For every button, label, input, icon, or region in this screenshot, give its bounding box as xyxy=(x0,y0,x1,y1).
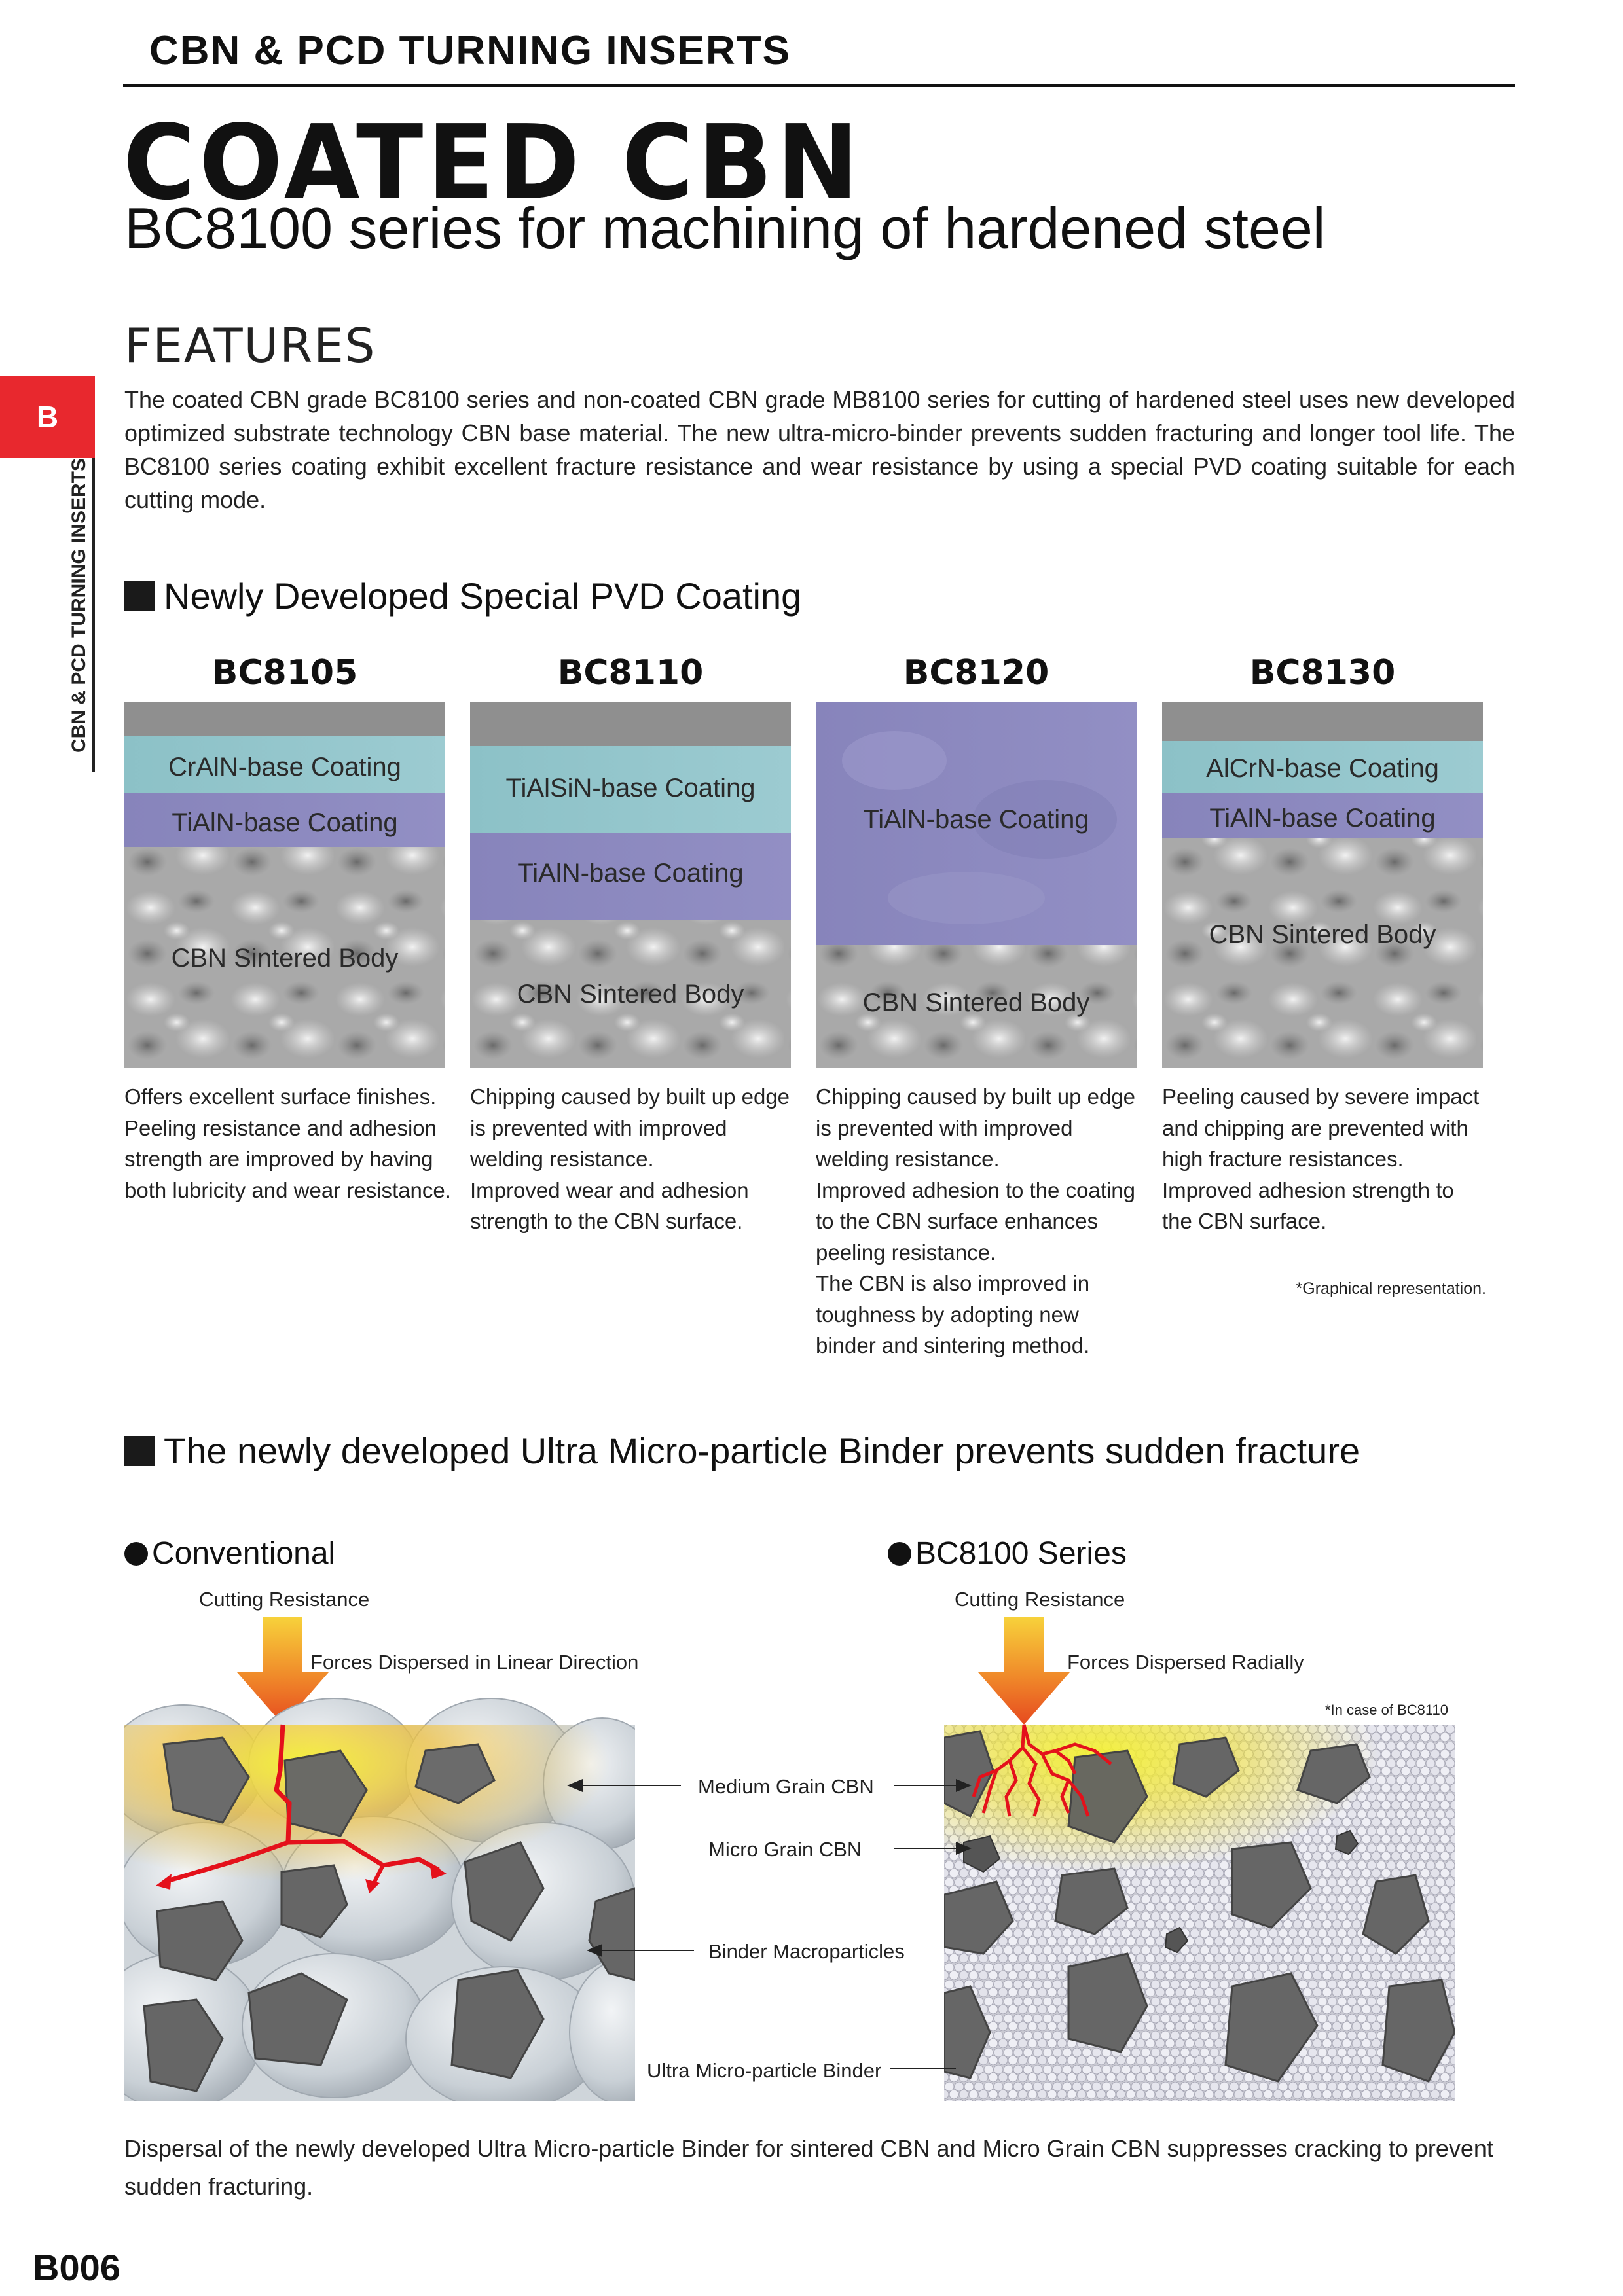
side-section-label: CBN & PCD TURNING INSERTS xyxy=(68,457,90,753)
graphical-note: *Graphical representation. xyxy=(1296,1280,1486,1298)
grade-name-bc8110: BC8110 xyxy=(557,653,704,692)
diagram-caption: Dispersal of the newly developed Ultra Micro-particle Binder for sintered CBN and Micro Grain CBN suppresses cracking to prevent sudden fracturing. xyxy=(124,2135,1493,2200)
coating-panel-bc8120 xyxy=(816,702,1137,1068)
layer-label: TiAlN-base Coating xyxy=(1209,804,1436,833)
grade-description-bc8105: Offers excellent surface finishes. Peeling resistance and adhesion strength are improved by having both lubricity and wear resistance. xyxy=(124,1085,451,1202)
grade-description-bc8110: Chipping caused by built up edge is prevented with improved welding resistance. Improved wear and adhesion strength to the CBN surface. xyxy=(470,1085,790,1233)
page-title: COATED CBN xyxy=(123,103,863,223)
force-arrow-icon xyxy=(978,1617,1070,1725)
page-number: B006 xyxy=(33,2247,120,2288)
layer-label: TiAlN-base Coating xyxy=(863,805,1089,834)
legend-binder-macroparticles: Binder Macroparticles xyxy=(708,1940,905,1963)
grade-description-bc8120: Chipping caused by built up edge is prevented with improved welding resistance. Improved adhesion to the coating to the CBN surface enhances peeling resistance. The CBN is also improved in toughness by adopting new binder and sintering method. xyxy=(816,1085,1136,1357)
pvd-heading-text: Newly Developed Special PVD Coating xyxy=(164,575,802,617)
layer-label: CBN Sintered Body xyxy=(862,988,1090,1017)
layer-label: TiAlSiN-base Coating xyxy=(505,774,756,802)
legend-ultra-micro-binder: Ultra Micro-particle Binder xyxy=(647,2059,882,2082)
layer-label: CrAlN-base Coating xyxy=(168,753,401,781)
coating-panel-bc8110 xyxy=(470,702,791,1068)
forces-label-radial: Forces Dispersed Radially xyxy=(1067,1651,1304,1674)
conventional-heading xyxy=(124,1535,335,1571)
square-bullet-icon xyxy=(124,1436,155,1466)
section-title: CBN & PCD TURNING INSERTS xyxy=(149,28,792,73)
legend-leader-lines xyxy=(550,1767,995,2081)
conventional-title: Conventional xyxy=(152,1536,336,1571)
pvd-heading xyxy=(124,575,801,617)
layer-label: CBN Sintered Body xyxy=(1209,920,1436,949)
coating-panel-bc8130 xyxy=(1162,702,1483,1068)
side-divider xyxy=(92,458,95,772)
features-heading: FEATURES xyxy=(124,318,376,373)
binder-heading xyxy=(124,1429,1360,1472)
bc8100-title: BC8100 Series xyxy=(915,1536,1127,1571)
grade-description-bc8130: Peeling caused by severe impact and chipping are prevented with high fracture resistances. Improved adhesion strength to the CBN surface. xyxy=(1162,1085,1480,1233)
layer-label: TiAlN-base Coating xyxy=(172,808,398,837)
layer-label: CBN Sintered Body xyxy=(517,980,744,1009)
square-bullet-icon xyxy=(124,581,155,611)
cutting-resistance-label: Cutting Resistance xyxy=(199,1588,370,1611)
grade-name-bc8120: BC8120 xyxy=(903,653,1049,692)
case-note: *In case of BC8110 xyxy=(1325,1702,1448,1718)
circle-bullet-icon xyxy=(124,1542,148,1566)
layer-label: AlCrN-base Coating xyxy=(1206,754,1439,783)
header-divider xyxy=(123,84,1515,87)
grade-name-bc8130: BC8130 xyxy=(1249,653,1396,692)
layer-label: TiAlN-base Coating xyxy=(517,859,744,888)
cutting-resistance-label: Cutting Resistance xyxy=(955,1588,1125,1611)
grade-name-bc8105: BC8105 xyxy=(211,653,358,692)
bc8100-heading xyxy=(888,1535,1127,1571)
coating-panel-bc8105 xyxy=(124,702,445,1068)
layer-label: CBN Sintered Body xyxy=(171,944,399,973)
page-subtitle: BC8100 series for machining of hardened steel xyxy=(124,196,1326,260)
legend-micro-grain-cbn: Micro Grain CBN xyxy=(708,1838,862,1861)
bc8100-diagram xyxy=(944,1617,1455,2101)
features-paragraph: The coated CBN grade BC8100 series and non-coated CBN grade MB8100 series for cutting of hardened steel uses new developed optimized substrate technology CBN base material. The new ultra-micro-binder prevents sudden fracturing and longer tool life. The BC8100 series coating exhibit excellent fracture resistance and wear resistance by using a special PVD coating suitable for each cutting mode. xyxy=(124,386,1515,513)
section-tab[interactable]: B xyxy=(0,376,95,458)
legend-medium-grain-cbn: Medium Grain CBN xyxy=(698,1775,874,1798)
binder-heading-text: The newly developed Ultra Micro-particle Binder prevents sudden fracture xyxy=(164,1430,1360,1471)
forces-label-linear: Forces Dispersed in Linear Direction xyxy=(310,1651,639,1674)
circle-bullet-icon xyxy=(888,1542,911,1566)
